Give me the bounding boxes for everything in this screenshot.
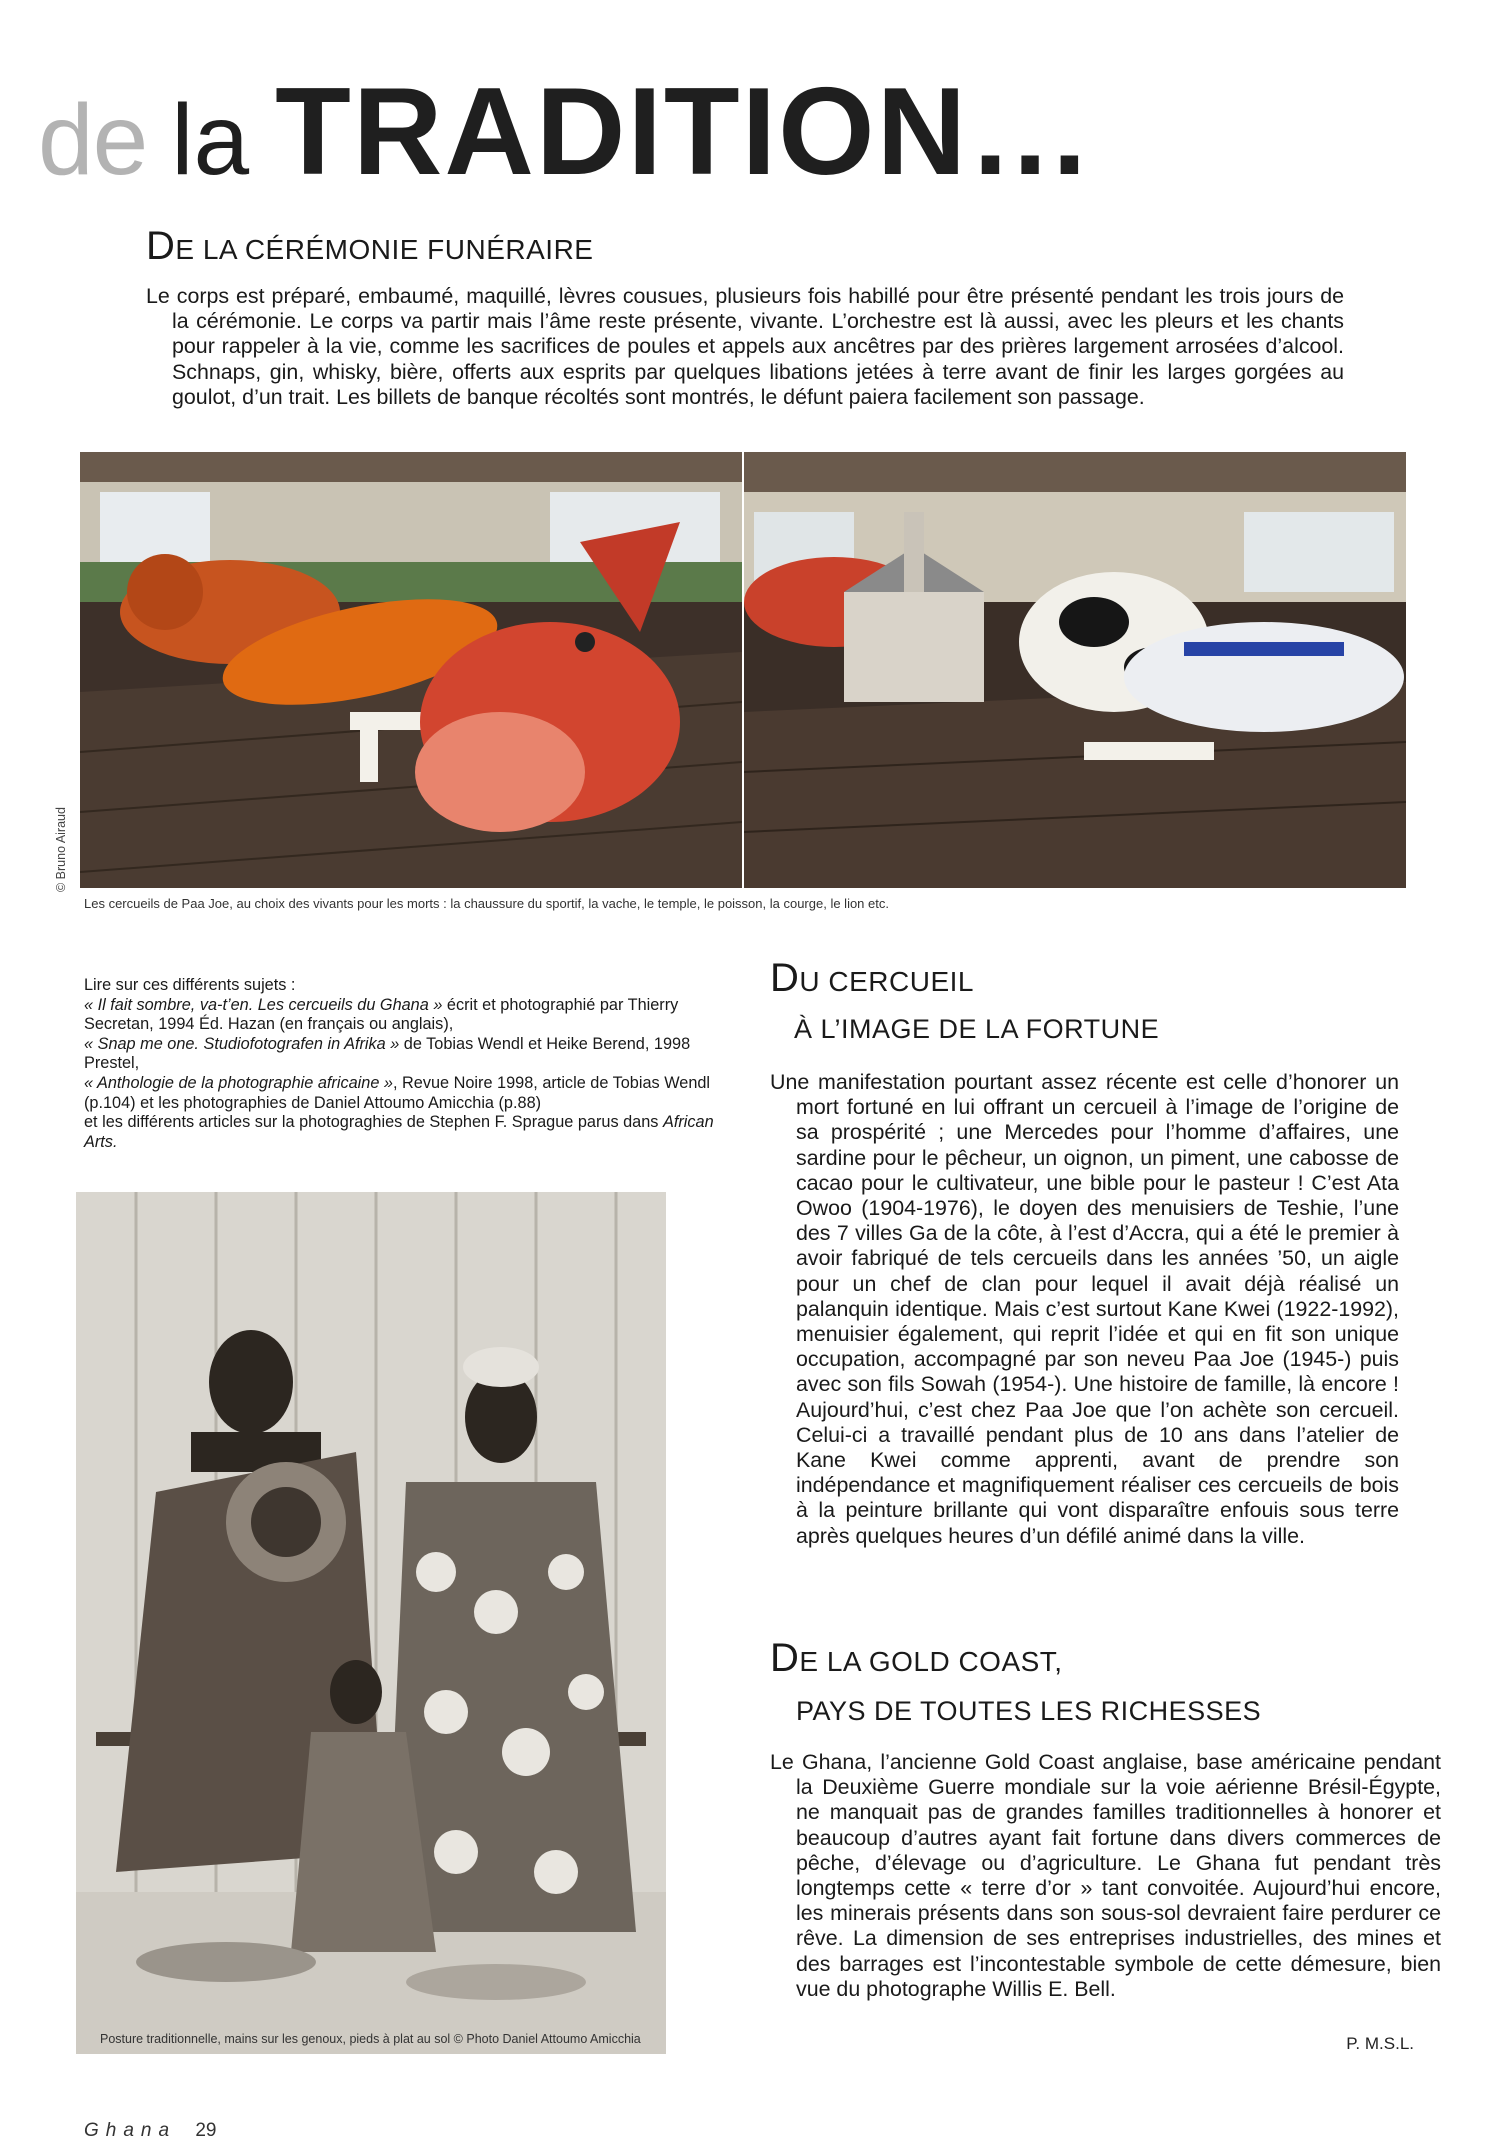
photo-coffins-left bbox=[80, 452, 742, 888]
page-title bbox=[38, 62, 1094, 202]
reading-intro: Lire sur ces différents sujets : bbox=[84, 976, 296, 994]
photo-caption-bottom: Posture traditionnelle, mains sur les genoux, pieds à plat au sol © Photo Daniel Attoumo Amicchia bbox=[100, 2032, 641, 2046]
family-portrait-photo bbox=[76, 1192, 666, 2054]
reading-item-3: « Anthologie de la photographie africaine », Revue Noire 1998, article de Tobias Wendl (p.104) et les photographies de Daniel Attoumo Amicchia (p.88) bbox=[84, 1073, 711, 1112]
section-body-cercueil: Une manifestation pourtant assez récente est celle d’honorer un mort fortuné en lui offrant un cercueil à l’image de l’origine de sa prospérité ; une Mercedes pour l’homme d’affaires, une sardine pour le pêcheur, un oignon, un piment, une cabosse de cacao pour le cultivateur, une bible pour le pasteur ! C’est Ata Owoo (1904-1976), le doyen des menuisiers de Teshie, l’une des 7 villes Ga de la côte, à l’est d’Accra, qui a été le premier à avoir fabriqué de tels cercueils dans les années ’50, un aigle pour un chef de clan pour lequel il avait déjà réalisé un palanquin identique. Mais c’est surtout Kane Kwei (1922-1992), menuisier également, qui reprit l’idée et qui en fit son unique occupation, accompagné par son neveu Paa Joe (1945-) puis avec son fils Sowah (1954-). Une histoire de famille, là encore ! Aujourd’hui, c’est chez Paa Joe que l’on achète son cercueil. Celui-ci a travaillé pendant plus de 10 ans dans l’atelier de Kane Kwei comme apprenti, avant de prendre son indépendance et magnifiquement réaliser ces cercueils de bois à la peinture brillante qui vont disparaître enfouis sous terre après quelques heures d’un défilé animé dans la ville. bbox=[770, 1070, 1399, 1548]
reading-item-4: et les différents articles sur la photograghies de Stephen F. Sprague parus dans African Arts. bbox=[84, 1113, 714, 1151]
photo-studio-portrait bbox=[76, 1192, 666, 2054]
section-body-ceremonie: Le corps est préparé, embaumé, maquillé, lèvres cousues, plusieurs fois habillé pour être présenté pendant les trois jours de la cérémonie. Le corps va partir mais l’âme reste présente, vivante. L’orchestre est là aussi, avec les pleurs et les chants pour rappeler à la vie, comme les sacrifices de poules et appels aux ancêtres par des prières largement arrosées d’alcool. Schnaps, gin, whisky, bière, offerts aux esprits par quelques libations jetées à terre avant de finir les larges gorgées au goulot, d’un trait. Les billets de banque récoltés sont montrés, le défunt paiera facilement son passage. bbox=[146, 284, 1344, 409]
section-subheading-fortune: À L’IMAGE DE LA FORTUNE bbox=[794, 1014, 1160, 1044]
title-part-de: de bbox=[38, 84, 148, 196]
section-heading-gold-coast: DE LA GOLD COAST, bbox=[770, 1636, 1063, 1680]
photo-credit: © Bruno Airaud bbox=[54, 807, 68, 892]
footer-magazine-name: Ghana bbox=[84, 2120, 177, 2141]
section-subheading-richesses: PAYS DE TOUTES LES RICHESSES bbox=[796, 1696, 1262, 1726]
section-heading-ceremonie: DE LA CÉRÉMONIE FUNÉRAIRE bbox=[146, 224, 594, 268]
photo-coffins-right bbox=[744, 452, 1406, 888]
coffins-cow-temple-shoe-photo bbox=[744, 452, 1406, 888]
footer-page-number: 29 bbox=[195, 2120, 217, 2141]
reading-item-2: « Snap me one. Studiofotografen in Afrika » de Tobias Wendl et Heike Berend, 1998 Prestel, bbox=[84, 1034, 691, 1073]
section-body-gold-coast: Le Ghana, l’ancienne Gold Coast anglaise, base américaine pendant la Deuxième Guerre mondiale sur la voie aérienne Brésil-Égypte, ne manquait pas de grandes familles traditionnelles à honorer et beaucoup d’autres ayant fait fortune dans divers commerces de pêche, d’élevage ou d’agriculture. Le Ghana fut pendant très longtemps cette « terre d’or » tant convoitée. Aujourd’hui encore, les minerais présents dans son sous-sol devraient faire perdurer ce rêve. La dimension de ses entreprises industrielles, des mines et des barrages est l’incontestable symbole de cette démesure, bien vue du photographe Willis E. Bell. bbox=[770, 1750, 1441, 2001]
author-signature: P. M.S.L. bbox=[1346, 2034, 1414, 2053]
reading-item-1: « Il fait sombre, va-t’en. Les cercueils du Ghana » écrit et photographié par Thierry Secretan, 1994 Éd. Hazan (en français ou anglais), bbox=[84, 995, 679, 1034]
title-part-tradition: TRADITION… bbox=[275, 63, 1095, 201]
title-part-la: la bbox=[171, 84, 250, 196]
page-footer bbox=[84, 2120, 216, 2142]
coffins-lion-fish-photo bbox=[80, 452, 742, 888]
photo-caption-top: Les cercueils de Paa Joe, au choix des vivants pour les morts : la chaussure du sportif, la vache, le temple, le poisson, la courge, le lion etc. bbox=[84, 896, 889, 911]
reading-list bbox=[84, 976, 724, 1152]
section-heading-cercueil: DU CERCUEIL bbox=[770, 956, 974, 1000]
